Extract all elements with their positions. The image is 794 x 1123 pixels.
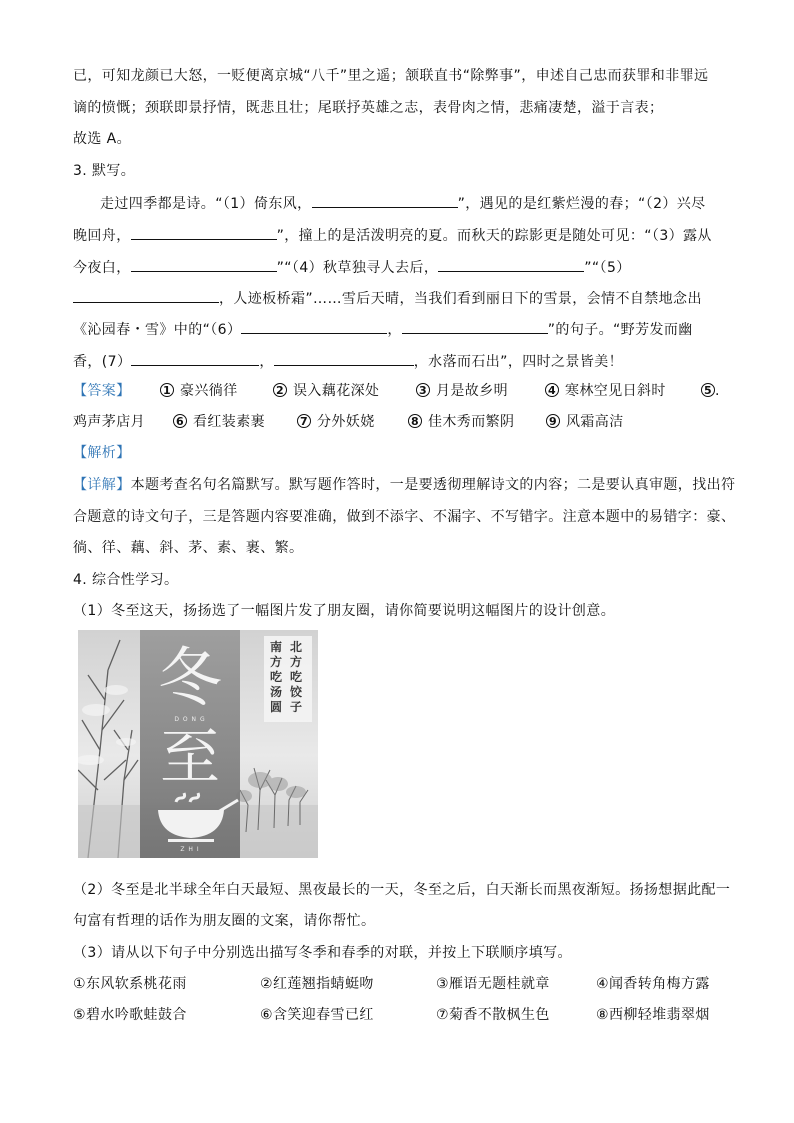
answer-item — [273, 381, 379, 401]
answer-text: 佳木秀而繁阴 — [428, 414, 515, 430]
caption-south: 南方吃汤圆 — [270, 640, 283, 714]
answer-number: 5 — [701, 383, 715, 397]
couplet-option: ②红莲翘指蜻蜓吻 — [260, 976, 374, 992]
fill-blank[interactable] — [241, 318, 387, 334]
answer-text: 寒林空见日斜时 — [565, 383, 666, 399]
answer-text: 看红装素裹 — [193, 414, 265, 430]
answer-text: 误入藕花深处 — [293, 383, 380, 399]
answer-item — [416, 381, 508, 401]
question-3-line — [73, 350, 623, 372]
text-segment: 香，(7） — [73, 354, 132, 370]
answer-item — [160, 381, 238, 401]
answer-text: 豪兴徜徉 — [180, 383, 238, 399]
answer-item — [173, 412, 265, 432]
text-segment: ”“（4）秋草独寻人去后， — [276, 260, 439, 276]
caption-north: 北方吃饺子 — [290, 640, 303, 714]
fill-blank[interactable] — [274, 350, 414, 366]
analysis-label: 【解析】 — [73, 445, 131, 461]
answer-number: 4 — [545, 383, 559, 397]
question-3-line — [73, 287, 702, 309]
couplet-option: ⑤碧水吟歌蛙鼓合 — [73, 1007, 187, 1023]
answer-item — [408, 412, 514, 432]
question-3-title: 3. 默写。 — [73, 163, 136, 179]
detail-line: 徜、徉、藕、斜、茅、素、裹、繁。 — [73, 540, 304, 556]
pinyin-zhi: Z H I — [180, 846, 200, 853]
question-3-line — [73, 318, 693, 340]
text-segment: 今夜白， — [73, 260, 131, 276]
fill-blank[interactable] — [131, 350, 259, 366]
answer-number: 2 — [273, 383, 287, 397]
answer-label: 【答案】 — [73, 383, 131, 399]
answer-item — [297, 412, 375, 432]
answer-number: 9 — [546, 414, 560, 428]
answer-text: 风霜高洁 — [566, 414, 624, 430]
text-segment: ”，遇见的是红紫烂漫的春；“（2）兴尽 — [457, 196, 706, 212]
text-segment: ， — [259, 354, 274, 370]
question-4-part-1: （1）冬至这天，扬扬选了一幅图片发了朋友圈，请你简要说明这幅图片的设计创意。 — [73, 603, 616, 619]
answer-item — [701, 381, 720, 401]
fill-blank[interactable] — [402, 318, 548, 334]
couplet-option: ⑦菊香不散枫生色 — [436, 1007, 550, 1023]
text-line: 谪的愤慨；颈联即景抒情，既悲且壮；尾联抒英雄之志，表骨肉之情，悲痛凄楚，溢于言表； — [73, 100, 664, 116]
fill-blank[interactable] — [73, 287, 219, 303]
text-line: 已，可知龙颜已大怒，一贬便离京城“八千”里之遥；颔联直书“除弊事”，申述自己忠而获罪和非罪远 — [73, 68, 709, 84]
detail-line — [73, 475, 735, 495]
question-3-line — [73, 256, 631, 278]
question-4-part-3: （3）请从以下句子中分别选出描写冬季和春季的对联，并按上下联顺序填写。 — [73, 945, 572, 961]
question-4-part-2: （2）冬至是北半球全年白天最短、黑夜最长的一天，冬至之后，白天渐长而黑夜渐短。扬扬想据此配一 — [73, 882, 731, 898]
question-3-line — [100, 192, 706, 214]
text-segment: ”“（5） — [584, 260, 631, 276]
answer-dot: . — [715, 383, 720, 399]
answer-text: 鸡声茅店月 — [73, 414, 145, 430]
fill-blank[interactable] — [131, 256, 277, 272]
answer-text: 月是故乡明 — [436, 383, 508, 399]
fill-blank[interactable] — [438, 256, 584, 272]
text-segment: 本题考查名句名篇默写。默写题作答时，一是要透彻理解诗文的内容；二是要认真审题，找出符 — [130, 477, 736, 493]
answer-number: 6 — [173, 414, 187, 428]
pinyin-dong: D O N G — [174, 716, 206, 723]
text-segment: ，人迹板桥霜”……雪后天晴，当我们看到丽日下的雪景，会情不自禁地念出 — [219, 291, 702, 307]
fill-blank[interactable] — [131, 224, 277, 240]
answer-number: 3 — [416, 383, 430, 397]
couplet-option: ①东风软系桃花雨 — [73, 976, 187, 992]
text-line: 故选 A。 — [73, 131, 132, 147]
answer-number: 7 — [297, 414, 311, 428]
big-char-zhi: 至 — [160, 723, 220, 793]
fill-blank[interactable] — [312, 192, 458, 208]
big-char-dong: 冬 — [158, 642, 222, 716]
text-segment: 走过四季都是诗。“（1）倚东风， — [100, 196, 312, 212]
couplet-option: ④闻香转角梅方露 — [596, 976, 710, 992]
text-segment: 《沁园春・雪》中的“（6） — [73, 322, 242, 338]
couplet-option: ⑧西柳轻堆翡翠烟 — [596, 1007, 710, 1023]
detail-label: 【详解】 — [73, 477, 131, 493]
answer-number: 8 — [408, 414, 422, 428]
answer-item — [546, 412, 624, 432]
answer-text: 分外妖娆 — [317, 414, 375, 430]
text-segment: ”，撞上的是活泼明亮的夏。而秋天的踪影更是随处可见：“（3）露从 — [276, 228, 712, 244]
detail-line: 合题意的诗文句子，三是答题内容要准确，做到不添字、不漏字、不写错字。注意本题中的易错字：豪、 — [73, 509, 736, 525]
question-4-title: 4. 综合性学习。 — [73, 572, 179, 588]
text-segment: ， — [387, 322, 402, 338]
question-4-part-2: 句富有哲理的话作为朋友圈的文案，请你帮忙。 — [73, 913, 376, 929]
question-3-line — [73, 224, 712, 246]
text-segment: ，水落而石出”，四时之景皆美！ — [413, 354, 624, 370]
answer-item — [545, 381, 666, 401]
winter-solstice-image — [78, 630, 318, 858]
text-segment: 晚回舟， — [73, 228, 131, 244]
text-segment: ”的句子。“野芳发而幽 — [547, 322, 693, 338]
couplet-option: ③雁语无题桂就章 — [436, 976, 550, 992]
answer-number: 1 — [160, 383, 174, 397]
couplet-option: ⑥含笑迎春雪已红 — [260, 1007, 374, 1023]
